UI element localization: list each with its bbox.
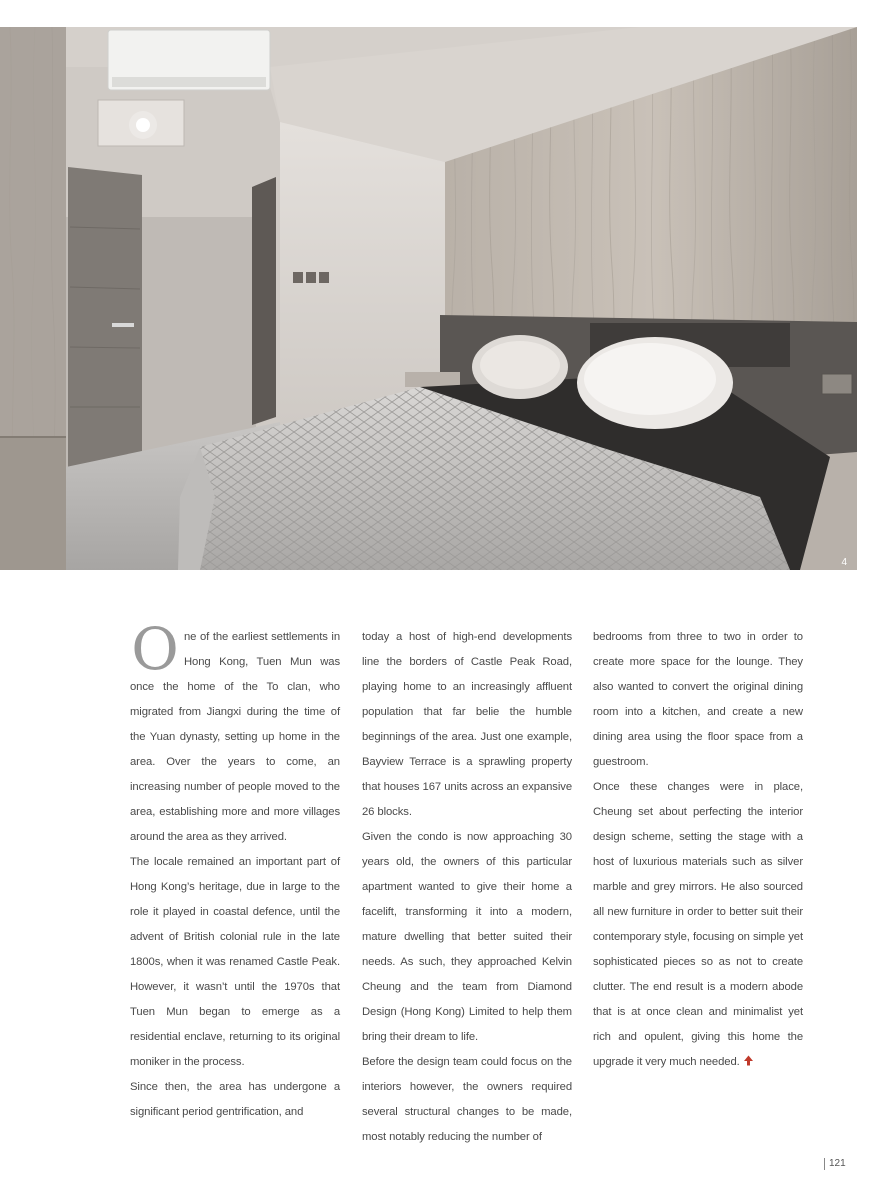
paragraph: today a host of high-end developments line the borders of Castle Peak Road, playing home to an increasingly affluent population that far belie the humble beginnings of the area. Just one example, Bayview Terrace is a sprawling property that houses 167 units across an expansive 26 blocks. [362, 631, 572, 818]
paragraph: Given the condo is now approaching 30 years old, the owners of this particular apartment wanted to give their home a facelift, transforming it into a modern, mature dwelling that better suited their needs. As such, they approached Kelvin Cheung and the team from Diamond Design (Hong Kong) Limited to help them bring their dream to life. [362, 831, 572, 1043]
article-column-2 [362, 625, 572, 1150]
paragraph-text: Once these changes were in place, Cheung set about perfecting the interior design scheme, setting the stage with a host of luxurious materials such as silver marble and grey mirrors. He also sourced all new furniture in order to better suit their contemporary style, focusing on simple yet sophisticated pieces so as not to create clutter. The end result is a modern abode that is at once clean and minimalist yet rich and opulent, giving this home the upgrade it very much needed. [593, 781, 803, 1068]
paragraph: The locale remained an important part of Hong Kong’s heritage, due in large to the role it played in coastal defence, until the advent of British colonial rule in the late 1800s, when it was renamed Castle Peak. However, it wasn’t until the 1970s that Tuen Mun began to emerge as a residential enclave, returning to its original moniker in the process. [130, 856, 340, 1068]
page-number: 121 [824, 1158, 846, 1170]
closing-paragraph [593, 775, 803, 1075]
article-column-3 [593, 625, 803, 1075]
paragraph: ne of the earliest settlements in Hong Kong, Tuen Mun was once the home of the To clan, who migrated from Jiangxi during the time of the Yuan dynasty, setting up home in the area. Over the years to come, an increasing number of people moved to the area, establishing more and more villages around the area as they arrived. [130, 631, 340, 843]
drop-cap: O [131, 615, 179, 683]
article-column-1 [130, 615, 340, 1125]
paragraph: Since then, the area has undergone a significant period gentrification, and [130, 1081, 340, 1118]
bedroom-photo [0, 27, 857, 570]
paragraph: Before the design team could focus on the interiors however, the owners required several structural changes to be made, most notably reducing the number of [362, 1056, 572, 1143]
opening-paragraph [130, 615, 340, 850]
photo-number: 4 [841, 557, 847, 568]
paragraph: bedrooms from three to two in order to create more space for the lounge. They also wanted to convert the original dining room into a kitchen, and create a new dining area using the floor space from a guestroom. [593, 631, 803, 768]
bedroom-illustration [0, 27, 857, 570]
end-mark-icon [743, 1055, 754, 1066]
